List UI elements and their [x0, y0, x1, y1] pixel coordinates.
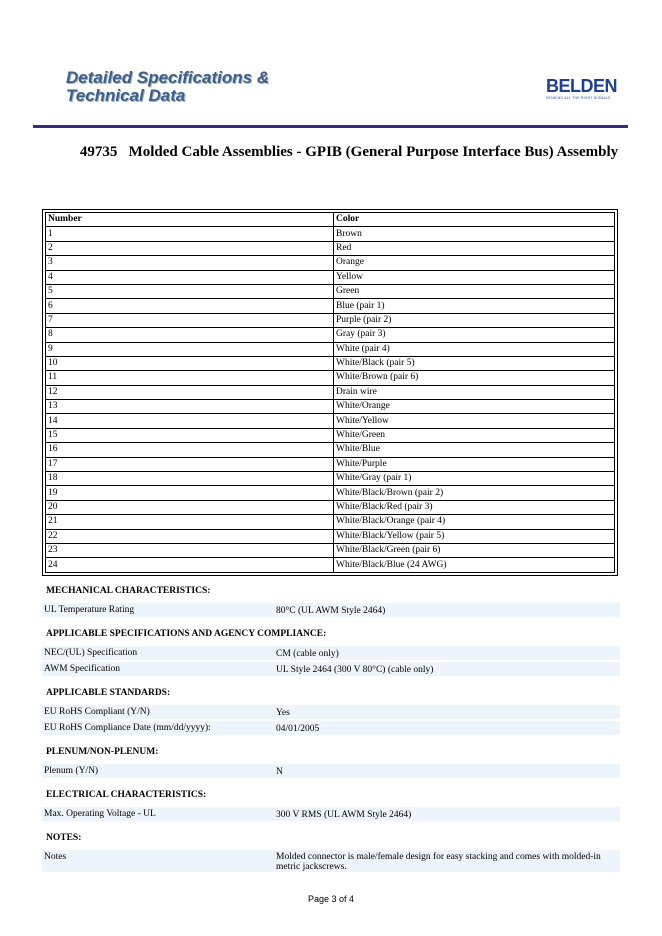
section-spacer: [42, 874, 620, 880]
table-row: [46, 227, 615, 241]
table-row: [46, 284, 615, 298]
table-row: [46, 529, 615, 543]
cell-color: Red: [334, 241, 615, 255]
cell-number: 1: [46, 227, 334, 241]
spec-value: CM (cable only): [276, 649, 339, 659]
cell-color: Green: [334, 284, 615, 298]
cell-number: 15: [46, 428, 334, 442]
table-row: [46, 428, 615, 442]
table-row: [46, 313, 615, 327]
spec-value: 80°C (UL AWM Style 2464): [276, 606, 386, 616]
logo-tagline: SENDING ALL THE RIGHT SIGNALS: [546, 96, 611, 100]
spec-key: Notes: [44, 852, 67, 862]
spec-key: EU RoHS Compliant (Y/N): [44, 707, 150, 717]
table-row: [46, 342, 615, 356]
product-number: 49735: [79, 144, 118, 160]
spec-value: 04/01/2005: [276, 724, 320, 734]
color-table: [45, 212, 615, 573]
column-header-number: Number: [46, 213, 334, 227]
cell-color: Purple (pair 2): [334, 313, 615, 327]
cell-number: 13: [46, 400, 334, 414]
spec-row: [42, 603, 620, 617]
cell-color: Yellow: [334, 270, 615, 284]
cell-color: White/Black/Brown (pair 2): [334, 486, 615, 500]
cell-number: 6: [46, 299, 334, 313]
spec-value: UL Style 2464 (300 V 80°C) (cable only): [276, 665, 434, 675]
cell-number: 7: [46, 313, 334, 327]
cell-number: 19: [46, 486, 334, 500]
cell-number: 18: [46, 472, 334, 486]
cell-number: 20: [46, 500, 334, 514]
table-row: [46, 328, 615, 342]
cell-color: White/Brown (pair 6): [334, 371, 615, 385]
cell-color: Orange: [334, 256, 615, 270]
spec-row: [42, 721, 620, 735]
cell-color: White/Black/Orange (pair 4): [334, 515, 615, 529]
table-row: [46, 400, 615, 414]
cell-number: 9: [46, 342, 334, 356]
cell-number: 3: [46, 256, 334, 270]
table-row: [46, 385, 615, 399]
cell-color: White/Purple: [334, 457, 615, 471]
cell-color: Blue (pair 1): [334, 299, 615, 313]
table-row: [46, 558, 615, 572]
cell-color: White/Black/Yellow (pair 5): [334, 529, 615, 543]
spec-key: AWM Specification: [44, 664, 121, 674]
table-row: [46, 457, 615, 471]
spec-row: [42, 662, 620, 676]
spec-row: [42, 764, 620, 778]
header-title: [66, 69, 269, 105]
cell-color: White (pair 4): [334, 342, 615, 356]
table-row: [46, 270, 615, 284]
spec-key: Max. Operating Voltage - UL: [44, 809, 156, 819]
product-name: Molded Cable Assemblies - GPIB (General Purpose Interface Bus) Assembly: [128, 144, 619, 160]
logo-text: BELDEN: [546, 76, 618, 96]
document-title: [0, 144, 662, 161]
table-row: [46, 515, 615, 529]
spec-value: 300 V RMS (UL AWM Style 2464): [276, 810, 412, 820]
section-heading: APPLICABLE SPECIFICATIONS AND AGENCY COMPLIANCE:: [46, 629, 327, 639]
spec-row: [42, 850, 620, 872]
spec-value: N: [276, 767, 283, 777]
table-row: [46, 486, 615, 500]
section-heading: MECHANICAL CHARACTERISTICS:: [46, 586, 211, 596]
table-row: [46, 543, 615, 557]
section-heading: PLENUM/NON-PLENUM:: [46, 747, 159, 757]
cell-color: White/Black/Blue (24 AWG): [334, 558, 615, 572]
section-heading: NOTES:: [46, 833, 82, 843]
header-rule: [33, 125, 628, 128]
table-row: [46, 256, 615, 270]
cell-color: White/Blue: [334, 443, 615, 457]
cell-number: 12: [46, 385, 334, 399]
table-row: [46, 414, 615, 428]
cell-color: White/Green: [334, 428, 615, 442]
cell-number: 16: [46, 443, 334, 457]
cell-number: 23: [46, 543, 334, 557]
cell-number: 5: [46, 284, 334, 298]
cell-number: 2: [46, 241, 334, 255]
cell-color: Gray (pair 3): [334, 328, 615, 342]
table-header-row: [46, 213, 615, 227]
spec-row: [42, 646, 620, 660]
table-row: [46, 299, 615, 313]
cell-color: White/Black (pair 5): [334, 356, 615, 370]
section-heading: ELECTRICAL CHARACTERISTICS:: [46, 790, 207, 800]
spec-key: Plenum (Y/N): [44, 766, 99, 776]
spec-value: Yes: [276, 708, 290, 718]
belden-logo: [546, 77, 618, 103]
spec-key: EU RoHS Compliance Date (mm/dd/yyyy):: [44, 723, 211, 733]
cell-color: White/Black/Red (pair 3): [334, 500, 615, 514]
spec-row: [42, 807, 620, 821]
table-row: [46, 443, 615, 457]
cell-number: 4: [46, 270, 334, 284]
column-header-color: Color: [334, 213, 615, 227]
cell-number: 22: [46, 529, 334, 543]
cell-number: 10: [46, 356, 334, 370]
cell-color: Brown: [334, 227, 615, 241]
spec-key: NEC/(UL) Specification: [44, 648, 138, 658]
cell-number: 8: [46, 328, 334, 342]
table-row: [46, 356, 615, 370]
table-row: [46, 241, 615, 255]
spec-key: UL Temperature Rating: [44, 605, 135, 615]
cell-color: White/Orange: [334, 400, 615, 414]
specification-sections: [42, 582, 620, 880]
cell-color: White/Black/Green (pair 6): [334, 543, 615, 557]
section-heading: APPLICABLE STANDARDS:: [46, 688, 171, 698]
page-number: Page 3 of 4: [307, 894, 355, 904]
table-row: [46, 500, 615, 514]
cell-number: 14: [46, 414, 334, 428]
header-title-line1: Detailed Specifications &: [66, 68, 270, 87]
cell-color: White/Gray (pair 1): [334, 472, 615, 486]
color-code-table: [42, 209, 618, 576]
table-row: [46, 371, 615, 385]
cell-number: 11: [46, 371, 334, 385]
spec-row: [42, 705, 620, 719]
cell-number: 17: [46, 457, 334, 471]
cell-color: White/Yellow: [334, 414, 615, 428]
table-row: [46, 472, 615, 486]
cell-number: 21: [46, 515, 334, 529]
spec-value: Molded connector is male/female design for easy stacking and comes with molded-in metric jackscrews.: [276, 852, 601, 872]
cell-color: Drain wire: [334, 385, 615, 399]
header-title-line2: Technical Data: [66, 86, 186, 105]
cell-number: 24: [46, 558, 334, 572]
